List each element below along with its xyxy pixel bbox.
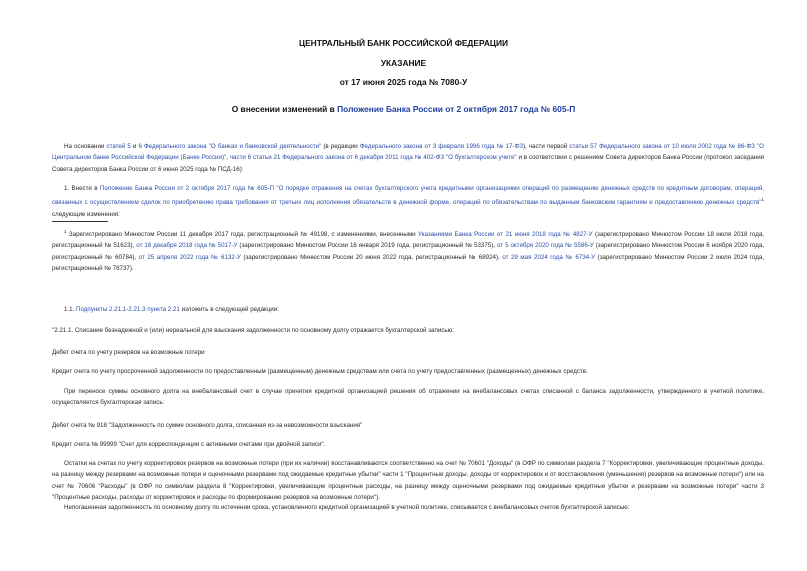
footnote-text: Зарегистрировано Минюстом России 11 декабря 2017 года, регистрационный № 49198, с изменениями, внесенными [66, 231, 418, 239]
footnote-text: (зарегистрировано Минюстом России 6 ноября 2020 года, регистрационный № 60784), [52, 242, 765, 261]
doc-title-prefix: О внесении изменений в [231, 104, 338, 114]
footnote-text: (зарегистрировано Минюстом России 16 января 2019 года, регистрационный № 53375), [237, 242, 497, 250]
preamble-text: , [226, 154, 230, 162]
footnote-separator [52, 221, 108, 222]
footnote-text: (зарегистрировано Минюстом России 20 июня 2022 года, регистрационный № 68924), [240, 253, 503, 261]
item-1-text: следующие изменения: [52, 210, 120, 218]
link-law-402-fz[interactable]: части 6 статьи 21 Федерального закона от 6 декабря 2011 года № 402-ФЗ "О бухгалтерском учете" [229, 154, 517, 162]
body-paragraph-8: Непогашенная задолженность по основному долгу по истечении срока, установленного кредитной организацией в учетной политике, списывается с внебалансовых счетов бухгалтерской записью: [64, 504, 630, 511]
link-directive-5017-u[interactable]: от 18 декабря 2018 года № 5017-У [136, 242, 238, 250]
footnote-text: (зарегистрировано Минюстом России 2 июля 2024 года, регистрационный № 78737). [52, 253, 764, 272]
doc-title-link[interactable]: Положение Банка России от 2 октября 2017 года № 605-П [337, 104, 576, 114]
body-paragraph-2: Дебет счета по учету резервов на возможные потери [52, 349, 205, 356]
link-directive-5586-u[interactable]: от 5 октября 2020 года № 5586-У [496, 242, 594, 250]
link-directive-6132-u[interactable]: от 25 апреля 2022 года № 6132-У [138, 253, 241, 261]
item-1-text: 1. Внести в [64, 185, 100, 192]
preamble-text: и в соответствии с решением Совета директоров Банка России (протокол заседания Совета директоров Банка России от 6 июня 2025 года № ПСД-16): [52, 154, 764, 173]
link-banks-law[interactable]: 6 Федерального закона "О банках и банковской деятельности" [138, 143, 322, 150]
link-law-86-fz[interactable]: статьи 57 Федерального закона от 10 июля 2002 года № 86-ФЗ "О Центральном банке Российской Федерации (Банке России)" [52, 143, 764, 162]
preamble-text: ), части первой [522, 143, 570, 150]
subitem-1-1 [64, 304, 279, 315]
doc-title [0, 104, 807, 114]
body-paragraph-4: При переносе суммы основного долга на внебалансовый счет в случае принятия кредитной организацией решения об отражении на внебалансовых счетах списанной с баланса задолженности, утвержденного в учетной политике, осуществляется бухгалтерская запись: [52, 388, 764, 407]
link-law-17-fz[interactable]: Федерального закона от 3 февраля 1996 года № 17-ФЗ [359, 143, 523, 150]
footnote-ref[interactable]: 1 [761, 197, 764, 203]
doc-type: УКАЗАНИЕ [380, 58, 427, 68]
doc-date-number: от 17 июня 2025 года № 7080-У [339, 77, 468, 87]
preamble-text: На основании [64, 143, 107, 150]
body-paragraph-6: Кредит счета № 99999 "Счет для корреспонденции с активными счетами при двойной записи". [52, 441, 326, 448]
footnote-paragraph [52, 226, 764, 274]
body-paragraph-7: Остатки на счетах по учету корректировок резервов на возможные потери (при их наличии) восстанавливаются соответственно на счет № 70601 "Доходы" (в ОФР по символам раздела 7 "Корректировки, увеличивающие процентные доходы, на разницу между резервами на возможные потери и оценочными резервами под ожидаемые кредитные убытки" части 1 "Процентные доходы, доходы от корректировок и от восстановления (уменьшения) резервов на возможные потери") или на счет № 70606 "Расходы" (в ОФР по символам раздела 8 "Корректировки, увеличивающие процентные расходы, на разницу между оценочными резервами под ожидаемые кредитные убытки и резервами на возможные потери" части 3 "Процентные расходы, расходы от корректировок и расходы по формированию резервов на возможные потери"). [52, 460, 764, 501]
link-regulation-605-p[interactable]: Положение Банка России от 2 октября 2017 года № 605-П "О порядке отражения на счетах бухгалтерского учета кредитными организациями операций по размещению денежных средств по кредитным договорам, операций, связанных с осуществлением сделок по приобретению права требования от третьих лиц исполнения обязательств в денежной форме, операций по обязательствам по выданным банковским гарантиям и предоставлению денежных средств" [52, 185, 764, 207]
footnote-marker: 1 [64, 229, 67, 234]
body-paragraph-5: Дебет счета № 918 "Задолженность по сумме основного долга, списанная из-за невозможности взыскания" [52, 422, 363, 429]
link-directive-6734-u[interactable]: от 29 мая 2024 года № 6734-У [502, 253, 596, 261]
subitem-text: 1.1. [64, 306, 77, 313]
subitem-text: изложить в следующей редакции: [179, 306, 279, 313]
footnote-text: (зарегистрировано Минюстом России 18 июля 2018 года, регистрационный № 51623), [52, 231, 764, 250]
preamble-text: и [130, 143, 139, 150]
preamble-paragraph [52, 141, 764, 175]
preamble-text: (в редакции [321, 143, 360, 150]
link-article-5[interactable]: статей 5 [106, 143, 131, 150]
org-name: ЦЕНТРАЛЬНЫЙ БАНК РОССИЙСКОЙ ФЕДЕРАЦИИ [298, 38, 509, 48]
link-directive-4827-u[interactable]: Указаниями Банка России от 21 июня 2018 года № 4827-У [417, 231, 593, 239]
body-paragraph-1: "2.21.1. Списание безнадежной и (или) нереальной для взыскания задолженности по основному долгу отражается бухгалтерской записью: [52, 327, 454, 334]
body-paragraph-3: Кредит счета по учету просроченной задолженности по предоставленным (размещенным) денежным средствам или счета по учету предоставленных (размещенных) денежных средств. [52, 368, 588, 375]
item-1-paragraph [52, 183, 764, 220]
link-subpoints-2-21[interactable]: Подпункты 2.21.1-2.21.3 пункта 2.21 [76, 306, 180, 313]
